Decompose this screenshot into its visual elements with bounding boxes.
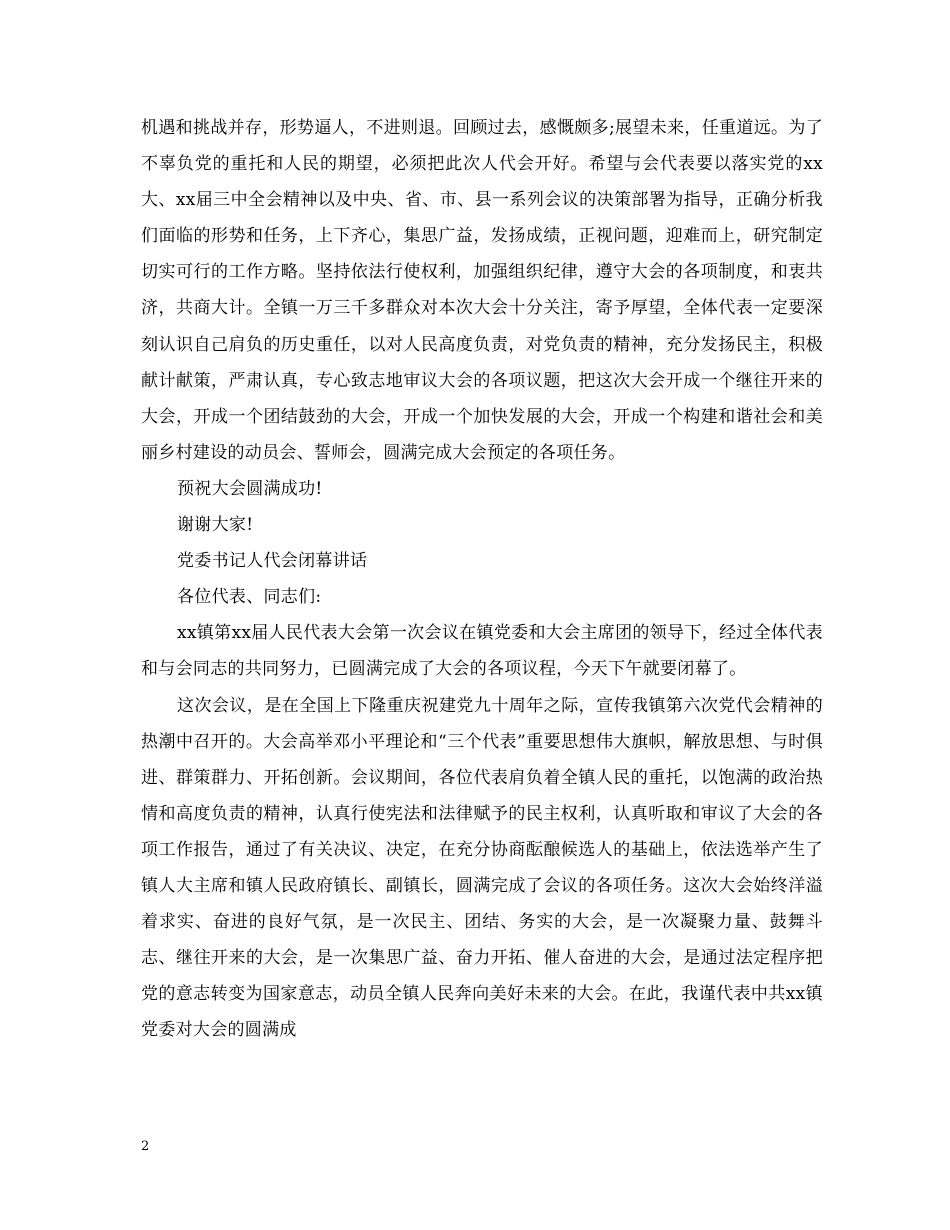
paragraph-6: xx镇第xx届人民代表大会第一次会议在镇党委和大会主席团的领导下，经过全体代表和与会同志的共同努力，已圆满完成了大会的各项议程，今天下午就要闭幕了。 [141, 623, 823, 680]
salutation: 各位代表、同志们: [177, 587, 322, 608]
document-body [141, 110, 823, 1048]
paragraph-1: 机遇和挑战并存，形势逼人，不进则退。回顾过去，感慨颇多;展望未来，任重道远。为了不辜负党的重托和人民的期望，必须把此次人代会开好。希望与会代表要以落实党的xx大、xx届三中全会精神以及中央、省、市、县一系列会议的决策部署为指导，正确分析我们面临的形势和任务，上下齐心，集思广益，发扬成绩，正视问题，迎难而上，研究制定切实可行的工作方略。坚持依法行使权利，加强组织纪律，遵守大会的各项制度，和衷共济，共商大计。全镇一万三千多群众对本次大会十分关注，寄予厚望，全体代表一定要深刻认识自己肩负的历史重任，以对人民高度负责，对党负责的精神，充分发扬民主，积极献计献策，严肃认真，专心致志地审议大会的各项议题，把这次大会开成一个继往开来的大会，开成一个团结鼓劲的大会，开成一个加快发展的大会，开成一个构建和谐社会和美丽乡村建设的动员会、誓师会，圆满完成大会预定的各项任务。 [141, 118, 823, 463]
page-number: 2 [141, 1139, 150, 1154]
section-heading: 党委书记人代会闭幕讲话 [177, 551, 368, 572]
paragraph-7: 这次会议，是在全国上下隆重庆祝建党九十周年之际，宣传我镇第六次党代会精神的热潮中召开的。大会高举邓小平理论和“三个代表”重要思想伟大旗帜，解放思想、与时俱进、群策群力、开拓创新。会议期间，各位代表肩负着全镇人民的重托，以饱满的政治热情和高度负责的精神，认真行使宪法和法律赋予的民主权利，认真听取和审议了大会的各项工作报告，通过了有关决议、决定，在充分协商酝酿候选人的基础上，依法选举产生了镇人大主席和镇人民政府镇长、副镇长，圆满完成了会议的各项任务。这次大会始终洋溢着求实、奋进的良好气氛，是一次民主、团结、务实的大会，是一次凝聚力量、鼓舞斗志、继往开来的大会，是一次集思广益、奋力开拓、催人奋进的大会，是通过法定程序把党的意志转变为国家意志，动员全镇人民奔向美好未来的大会。在此，我谨代表中共xx镇党委对大会的圆满成 [141, 695, 823, 1041]
paragraph-2: 预祝大会圆满成功! [177, 478, 323, 499]
paragraph-3: 谢谢大家! [177, 515, 254, 536]
